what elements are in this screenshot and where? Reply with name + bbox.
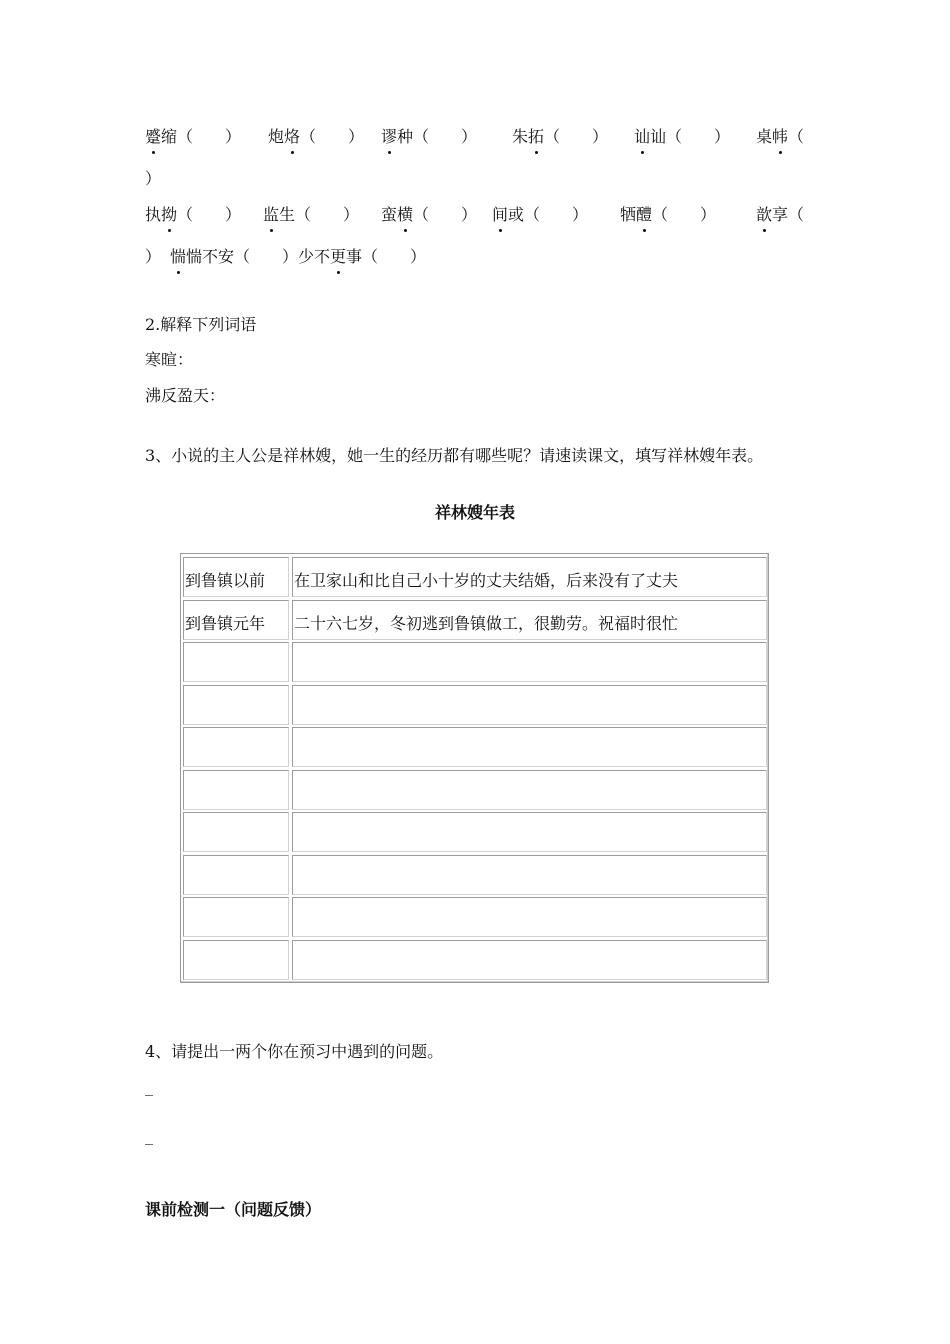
event-cell[interactable] — [292, 897, 767, 937]
q2-heading: 2.解释下列词语 — [145, 315, 257, 334]
table-row — [183, 855, 767, 895]
period-cell[interactable] — [183, 770, 289, 810]
vocab-item: 蹙缩（ ） — [145, 124, 241, 147]
table-row — [183, 812, 767, 852]
timeline-table — [180, 553, 769, 983]
q2-item: 沸反盈天： — [145, 386, 226, 405]
q4-heading: 4、请提出一两个你在预习中遇到的问题。 — [145, 1042, 444, 1061]
period-cell[interactable] — [183, 940, 289, 980]
q3-heading: 3、小说的主人公是祥林嫂，她一生的经历都有哪些呢？请速读课文，填写祥林嫂年表。 — [145, 446, 764, 465]
vocab-item: 间或（ ） — [492, 202, 588, 225]
table-row — [183, 600, 767, 640]
vocab-item: 执拗（ ） — [145, 202, 241, 225]
event-cell[interactable] — [292, 727, 767, 767]
vocab-item: 歆享（ — [756, 202, 804, 225]
event-cell[interactable] — [292, 812, 767, 852]
vocab-item: 谬种（ ） — [381, 124, 477, 147]
q2-item: 寒暄： — [145, 350, 194, 369]
table-row — [183, 897, 767, 937]
event-cell[interactable] — [292, 770, 767, 810]
vocab-item: 炮烙（ ） — [268, 124, 364, 147]
vocab-wrap: ） — [145, 247, 162, 266]
period-cell[interactable] — [183, 812, 289, 852]
table-row — [183, 557, 767, 597]
table-row — [183, 727, 767, 767]
table-row — [183, 940, 767, 980]
event-cell: 在卫家山和比自己小十岁的丈夫结婚，后来没有了丈夫 — [292, 557, 767, 597]
period-cell: 到鲁镇元年 — [183, 600, 289, 640]
vocab-item: 桌帏（ — [756, 124, 804, 147]
period-cell[interactable] — [183, 727, 289, 767]
vocab-item: 惴惴不安（ ）少不更事（ ） — [170, 244, 426, 267]
event-cell[interactable] — [292, 855, 767, 895]
answer-blank[interactable]: _ — [145, 1126, 153, 1145]
vocab-item: 监生（ ） — [263, 202, 359, 225]
event-cell[interactable] — [292, 642, 767, 682]
table-row — [183, 685, 767, 725]
vocab-row-1 — [145, 124, 805, 148]
event-cell: 二十六七岁，冬初逃到鲁镇做工，很勤劳。祝福时很忙 — [292, 600, 767, 640]
table-title: 祥林嫂年表 — [434, 503, 515, 522]
event-cell[interactable] — [292, 685, 767, 725]
table-row — [183, 642, 767, 682]
period-cell: 到鲁镇以前 — [183, 557, 289, 597]
period-cell[interactable] — [183, 685, 289, 725]
period-cell[interactable] — [183, 897, 289, 937]
vocab-item: 讪讪（ ） — [634, 124, 730, 147]
table-row — [183, 770, 767, 810]
vocab-wrap: ） — [145, 169, 162, 188]
section-title: 课前检测一（问题反馈） — [145, 1200, 322, 1219]
vocab-row-3 — [145, 244, 805, 268]
answer-blank[interactable]: _ — [145, 1077, 153, 1096]
period-cell[interactable] — [183, 642, 289, 682]
vocab-item: 牺醴（ ） — [620, 202, 716, 225]
period-cell[interactable] — [183, 855, 289, 895]
event-cell[interactable] — [292, 940, 767, 980]
vocab-row-2 — [145, 202, 805, 226]
vocab-item: 蛮横（ ） — [381, 202, 477, 225]
vocab-item: 朱拓（ ） — [512, 124, 608, 147]
